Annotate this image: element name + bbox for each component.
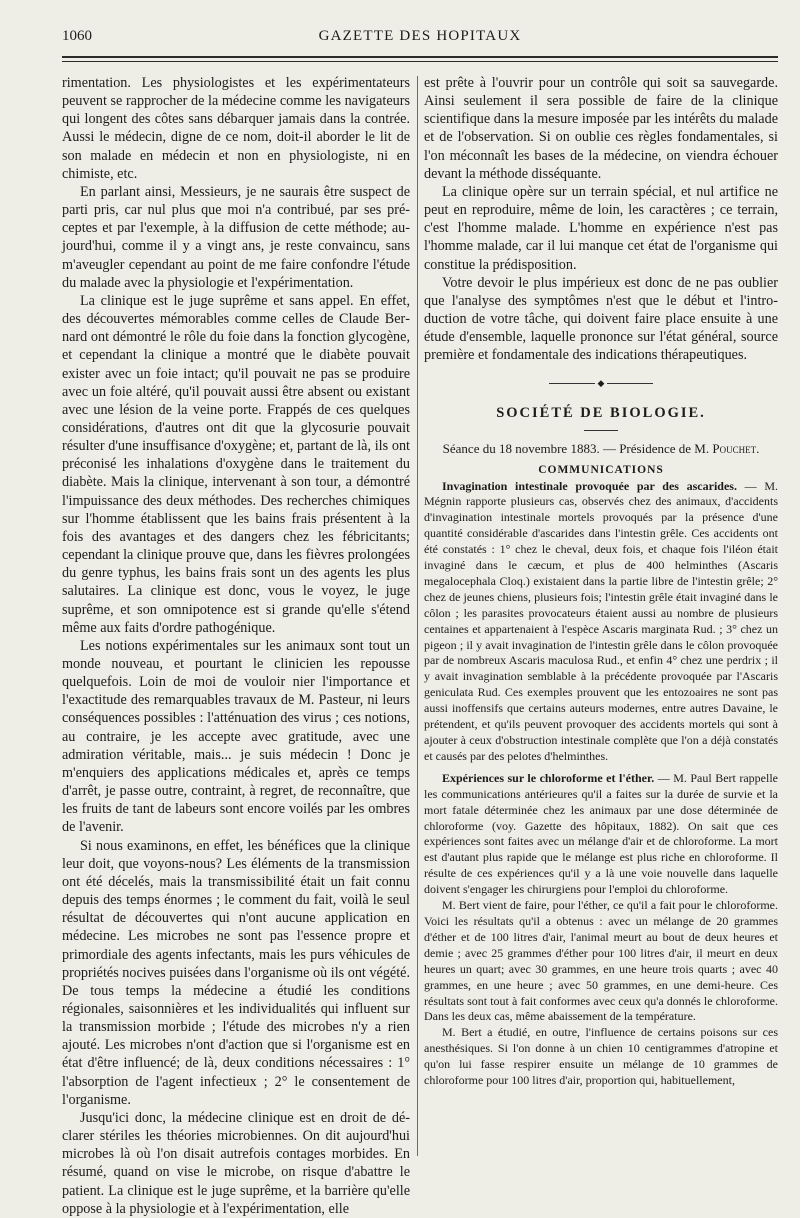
section-ornament: [424, 373, 778, 395]
column-divider: [417, 76, 418, 1156]
session-date: Séance du 18 novembre 1883. — Présidence de M.: [442, 440, 713, 456]
session-line: [424, 441, 778, 457]
paragraph: Si nous examinons, en effet, les bénéfices que la clinique leur doit, que voyons-nous? Les éléments de la transmission ont été décelés, mais la transmissibilité était un fait connu depuis des temps énormes ; le comment du fait, voilà le seul résultat de découvertes qui n'ont aucune application en médecine. Les microbes ne sont pas l'essence propre et primordiale des agents infectants, mais les purs véhicules de propriétés nocives puisées dans l'organisme où ils ont végété. De tous temps la médecine a étudié les conditions régionales, saisonnières et les individualités qui influent sur la transmission morbide ; l'étude des microbes n'y a rien ajouté. Les microbes n'ont d'action que si l'organisme est en état d'être influencé; de là, deux conditions nécessaires : 1° l'absorption de l'agent infectieux ; 2° le consentement de l'organisme.: [62, 837, 410, 1108]
page-header: [62, 28, 778, 50]
right-column: [424, 74, 778, 1089]
ornament-line: [549, 383, 595, 384]
paragraph: Votre devoir le plus impérieux est donc de ne pas oublier que l'analyse des symptômes n'est que le début et l'introduction de votre tâche, qui doivent faire place ensuite à une étude d'ensemble, laquelle prononce sur l'état général, source première et fondamentale des indications thérapeutiques.: [424, 274, 778, 364]
paragraph: Jusqu'ici donc, la médecine clinique est en droit de déclarer stériles les théories microbiennes. On dit aujourd'hui microbes là où l'on disait autrefois contages morbides. En résumé, quand on vise le microbe, on risque d'abattre le patient. La clinique est le juge suprême, et la barrière qu'elle oppose à la physiologie et à l'expérimentation, elle: [62, 1109, 410, 1217]
paragraph: M. Bert vient de faire, pour l'éther, ce qu'il a fait pour le chloroforme. Voici les résultats qu'il a obtenus : avec un mélange de 20 grammes d'éther et de 100 litres d'air, l'animal meurt au bout de deux heures et demie ; avec 25 grammes d'éther pour 100 litres d'air, il meurt en deux heures un quart; avec 30 grammes, en une heure trois quarts ; avec 40 grammes, en une heure ; avec 50 grammes, en une demi-heure. Ces résultats sont tout à fait conformes avec ceux qu'a donnés le chloroforme. Dans les deux cas, même abaissement de la température.: [424, 898, 778, 1024]
journal-title: GAZETTE DES HOPITAUX: [318, 28, 522, 44]
short-rule: [584, 430, 618, 431]
paragraph: Les notions expérimentales sur les animaux sont tout un monde nouveau, et pourtant le clinicien les repousse quelquefois. Loin de moi de vouloir nier l'importance et l'exactitude des remarquables travaux de M. Pasteur, ni leurs conséquences possibles : l'atténuation des virus ; ces notions, au contraire, je les accepte avec gratitude, avec une admiration véritable, mais... je suis médecin ! Donc je m'enquiers des applications médicales et, après ce temps d'arrêt, je passe outre, contraint, à regret, de reconnaître, que les fruits de tant de labeurs sont encore voilés par les ombres de l'avenir.: [62, 637, 410, 836]
section-text: — M. Mégnin rapporte plusieurs cas, observés chez des animaux, d'accidents d'invagination intestinale mortels provoqués par la présence d'une quantité considérable d'ascarides dans l'intestin grêle. Ces accidents ont été constatés : 1° chez le cheval, deux fois, et chaque fois l'iléon était invaginé dans le cæcum, et plus de 400 helminthes (Ascaris megalocephala Cloq.) existaient dans la partie libre de l'intestin grêle; 2° chez de jeunes chiens, plusieurs fois; l'intestin grêle était invaginé dans le côlon ; les parasites provocateurs étaient aussi au nombre de plusieurs centaines et appartenaient à l'espèce Ascaris marginata Rud. ; 3° chez un pigeon ; il y avait invagination de l'intestin grêle dans le côlon provoquée par de nombreux Ascaris maculosa Rud., et enfin 4° chez une perdrix ; il y avait invagination semblable à la précédente provoquée par l'Ascaris geniculata Rud. Ces exemples prouvent que les entozoaires ne sont pas aussi inoffensifs que certains auteurs modernes, entre autres Davaine, le prétendent, et qu'ils peuvent provoquer des accidents mortels qui sont à ajouter à ceux d'obstruction intestinale complète que l'on a déjà constatés et causés par des pelotes d'helminthes.: [424, 478, 778, 763]
diamond-icon: ◆: [597, 378, 605, 388]
paragraph: M. Bert a étudié, en outre, l'influence de certains poisons sur ces anesthésiques. Si l'on donne à un chien 10 centigrammes d'atropine et qu'on lui fasse respirer ensuite un mélange de 10 grammes de chloroforme pour 100 litres d'air, proportion qui, habituellement,: [424, 1025, 778, 1088]
header-rule-thin: [62, 61, 778, 62]
page-number: 1060: [62, 28, 92, 44]
paragraph: En parlant ainsi, Messieurs, je ne saurais être suspect de parti pris, car nul plus que moi n'a contribué, par ses préceptes et par l'exemple, à la diffusion de cette méthode; aujourd'hui, comme il y a vingt ans, je reste convaincu, sans m'aveugler cependant au point de me faire confondre l'étude du malade avec la physiologie et l'expérimentation.: [62, 183, 410, 291]
communication-chloroforme: [424, 771, 778, 898]
section-heading: Invagination intestinale provoquée par des ascarides.: [442, 478, 737, 493]
communication-invagination: [424, 479, 778, 765]
session-president: Pouchet.: [712, 440, 760, 456]
society-title: SOCIÉTÉ DE BIOLOGIE.: [496, 404, 706, 421]
section-text: — M. Paul Bert rappelle les communications antérieures qu'il a faites sur la durée de survie et la mort fatale déterminée chez les animaux par une dose déterminée de chloroforme (voy. Gazette des hôpitaux, 1882). On sait que ces expériences sont faites avec un mélange d'air et de chloroforme. La mort est d'autant plus rapide que le mélange est plus riche en chloroforme. Il résulte de ces expériences qu'il y a là une voie nouvelle dans laquelle doivent s'engager les chirurgiens pour l'emploi du chloroforme.: [424, 770, 778, 897]
paragraph: rimentation. Les physiologistes et les expérimentateurs peuvent se rapprocher de la médecine comme les navigateurs qui longent des côtes sans débarquer jamais dans la contrée. Aussi le médecin, digne de ce nom, doit-il aborder le lit de son malade en médecin et non en physiologiste, ni en chimiste, etc.: [62, 75, 410, 182]
header-rule-thick: [62, 56, 778, 58]
left-column: [62, 74, 410, 1218]
ornament-line: [607, 383, 653, 384]
paragraph: est prête à l'ouvrir pour un contrôle qui soit sa sauvegarde. Ainsi seulement il sera possible de faire de la clinique scientifique dans la mesure imposée par les intérêts du malade et de l'observation. Si on oublie ces règles fondamentales, si l'on méconnaît les bases de la médecine, on viendra échouer devant la méthode disséquante.: [424, 75, 778, 182]
section-heading: Expériences sur le chloroforme et l'éther.: [442, 770, 655, 785]
paragraph: La clinique opère sur un terrain spécial, et nul artifice ne peut en reproduire, même de loin, les caractères ; ce terrain, c'est l'homme malade. L'homme en expérience n'est pas l'homme malade, car il lui manque cet état de l'organisme qui constitue la prédisposition.: [424, 183, 778, 273]
paragraph: La clinique est le juge suprême et sans appel. En effet, des découvertes mémorables comme celles de Claude Bernard ont démontré le rôle du foie dans la fonction glycogène, et cependant la clinique a montré que le diabète pouvait exister avec un foie intact; qu'il pouvait ne pas se produire avec un foie altéré, qu'il pouvait aussi être absent ou existant avec une lésion de la veine porte. Frappés de ces quelques considérations, d'autres ont dit que la glycosurie pouvait résulter d'une insuffisance d'oxygène; et, partant de là, ils ont préconisé les inhalations d'oxygène dans le traitement du diabète. Mais la clinique, intervenant à son tour, a démontré l'impuissance des deux méthodes. Des recherches chimiques sur l'homme établissent que les bains frais présentent à la fois des avantages et des dangers chez les fébricitants; cependant la clinique prouve que, dans les fièvres prolongées du genre typhus, les bains frais sont un des agents les plus salutaires. La clinique est donc, vous le voyez, le juge suprême, et son omnipotence est si grande qu'elle s'étend même aux faits d'ordre pathogénique.: [62, 292, 410, 636]
communications-title: COMMUNICATIONS: [538, 463, 664, 476]
